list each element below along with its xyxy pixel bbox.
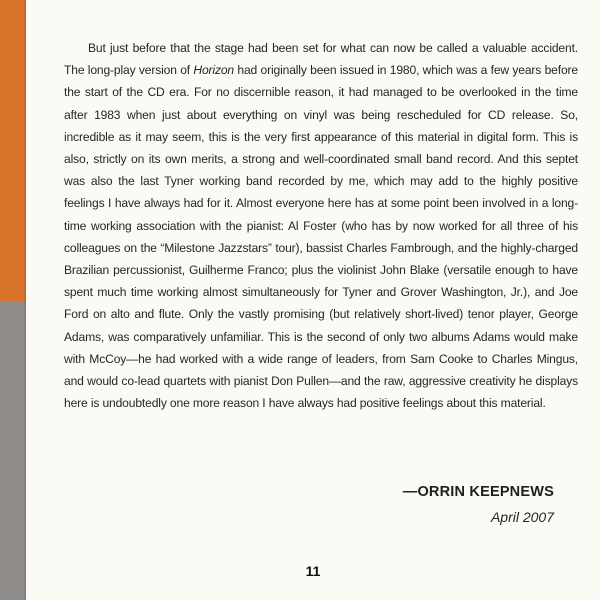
author-signature: —ORRIN KEEPNEWS <box>402 484 554 500</box>
liner-notes-paragraph <box>64 37 578 414</box>
album-title: Horizon <box>193 63 235 78</box>
paragraph-text-start: But just before that the stage had been set for what can now be called a valuable accident. The long-play version of <box>64 41 578 78</box>
orange-edge-band <box>0 0 26 302</box>
booklet-page <box>26 0 600 600</box>
signature-date: April 2007 <box>490 509 554 525</box>
gray-edge-band <box>0 302 26 600</box>
paragraph-text-rest: had originally been issued in 1980, which was a few years before the start of the CD era. For no discernible reason, it had managed to be overlooked in the time after 1983 when just about everything on vinyl was being rescheduled for CD release. So, incredible as it may seem, this is the very first appearance of this material in digital form. This is also, strictly on its own merits, a strong and well-coordinated small band record. And this septet was also the last Tyner working band recorded by me, which may add to the highly positive feelings I have always had for it. Almost everyone here has at some point been involved in a long-time working association with the pianist: Al Foster (who has by now worked for all three of his colleagues on the “Milestone Jazzstars” tour), bassist Charles Fambrough, and the highly-charged Brazilian percussionist, Guilherme Franco; plus the violinist John Blake (versatile enough to have spent much time working almost simultaneously for Tyner and Grover Washington, Jr.), and Joe Ford on alto and flute. Only the vastly promising (but relatively short-lived) tenor player, George Adams, was comparatively unfamiliar. This is the second of only two albums Adams would make with McCoy—he had worked with a wide range of leaders, from Sam Cooke to Charles Mingus, and would co-lead quartets with pianist Don Pullen—and the raw, aggressive creativity he displays here is undoubtedly one more reason I have always had positive feelings about this material. <box>64 63 578 411</box>
page-number: 11 <box>305 563 321 579</box>
